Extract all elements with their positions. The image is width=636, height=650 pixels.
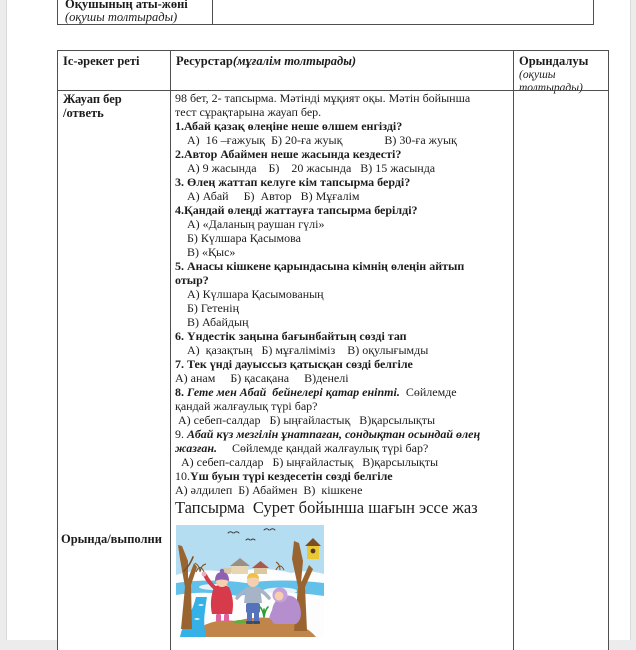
completion-header [514, 51, 608, 96]
resources-header [171, 51, 513, 68]
resource-line: А) себеп-салдар Б) ыңғайластық В)қарсылықты [175, 455, 439, 469]
resource-line: 2.Автор Абаймен неше жасында кездесті? [175, 147, 402, 161]
resource-line: отыр? [175, 273, 209, 287]
completion-header-note-2: толтырады) [519, 82, 583, 94]
resource-line: 8. Гете мен Абай бейнелері қатар еніпті. Сөйлемде [175, 385, 457, 399]
resource-line: А) 16 –ғажуық Б) 20-ға жуық В) 30-ға жуық [175, 133, 457, 147]
resource-line: А) 9 жасында Б) 20 жасында В) 15 жасында [175, 161, 436, 175]
spring-children-picture [176, 525, 324, 637]
resource-line: 3. Өлең жаттап келуге кім тапсырма берді? [175, 175, 411, 189]
resource-line: 98 бет, 2- тапсырма. Мәтінді мұқият оқы. Мәтін бойынша [175, 91, 471, 105]
resource-line: А) Абай Б) Автор В) Мұғалім [175, 189, 360, 203]
resource-line: В) «Қыс» [175, 245, 236, 259]
resource-line: Б) Гетенің [175, 301, 239, 315]
resource-line: А) қазақтың Б) мұғаліміміз В) оқулығымды [175, 343, 429, 357]
lesson-table [57, 50, 609, 650]
completion-header-note-1: (оқушы [519, 68, 556, 81]
resource-line: 6. Үндестік заңына бағынбайтың сөзді тап [175, 329, 407, 343]
resource-line: тест сұрақтарына жауап бер. [175, 105, 322, 119]
row-label-answer-ru: /ответь [63, 106, 104, 120]
resource-line: 4.Қандай өлеңді жаттауға тапсырма берілді? [175, 203, 418, 217]
resource-line: 9. Абай күз мезгілін ұнатпаған, сондықтан осындай өлең [175, 427, 481, 441]
row-label-perform: Орында/выполни [61, 532, 162, 546]
resource-line: 7. Тек үнді дауыссыз қатысқан сөзді белгіле [175, 357, 413, 371]
resource-line: В) Абайдың [175, 315, 249, 329]
column-actions [58, 51, 171, 650]
header-row-divider [58, 90, 608, 91]
resource-line: А) әлдилеп Б) Абаймен В) кішкене [175, 483, 363, 497]
completion-input-cell[interactable] [514, 91, 608, 650]
resource-line: 1.Абай қазақ өлеңіне неше өлшем енгізді? [175, 119, 403, 133]
row-label-answer [63, 92, 122, 120]
resource-line: А) анам Б) қасақана В)денелі [175, 371, 349, 385]
resources-lines [175, 91, 513, 497]
column-resources [171, 51, 514, 650]
essay-task-line: Тапсырма Сурет бойынша шағын эссе жаз [175, 498, 478, 517]
resources-content [175, 91, 513, 637]
resource-line: А) Күлшара Қасымованың [175, 287, 324, 301]
resource-line: А) «Даланың раушан гүлі» [175, 217, 325, 231]
resource-line: қандай жалғаулық түрі бар? [175, 399, 318, 413]
resource-line: 10.Үш буын түрі кездесетін сөзді белгіле [175, 469, 393, 483]
resource-line: Б) Күлшара Қасымова [175, 231, 301, 245]
resource-line: 5. Анасы кішкене қарындасына кімнің өлеңін айтып [175, 259, 465, 273]
actions-header: Іс-әрекет реті [63, 54, 140, 68]
student-name-note: (оқушы толтырады) [65, 9, 178, 24]
student-name-table [57, 0, 594, 25]
column-completion [514, 51, 608, 650]
resources-header-note: (мұғалім толтырады) [232, 54, 357, 68]
completion-header-title: Орындалуы [519, 54, 589, 68]
resource-line: жазған. Сөйлемде қандай жалғаулық түрі бар? [175, 441, 429, 455]
row-label-answer-kk: Жауап бер [63, 92, 122, 106]
resource-line: А) себеп-салдар Б) ыңғайластық В)қарсылықты [175, 413, 436, 427]
resources-header-title: Ресурстар [176, 54, 233, 68]
student-name-label: Оқушының аты-жөні [65, 0, 188, 11]
student-name-header-cell [58, 0, 213, 24]
student-name-input-cell[interactable] [213, 0, 593, 24]
